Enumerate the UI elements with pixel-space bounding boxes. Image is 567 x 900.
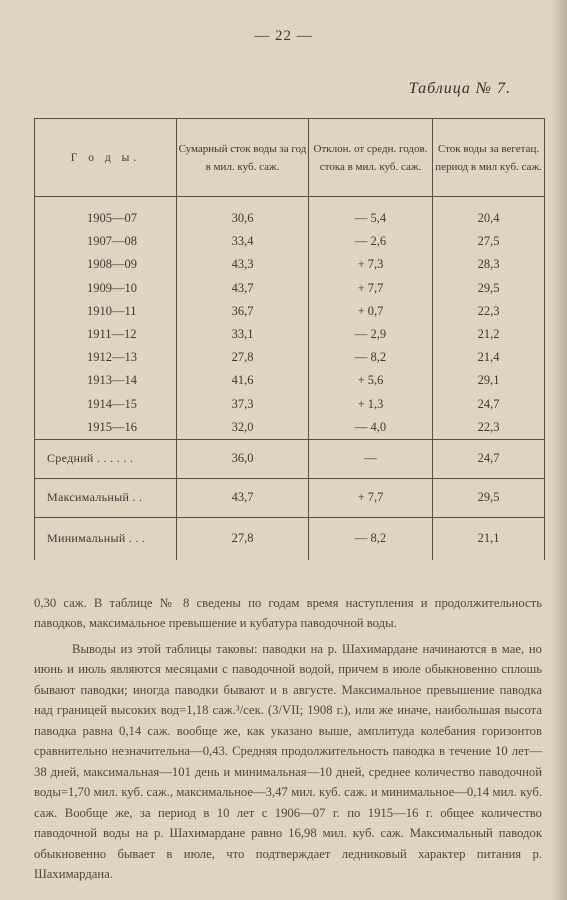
year-cell: 1907—08 [35,230,177,253]
deviation-cell: + 1,3 [309,393,433,416]
annual-flow-cell: 33,1 [177,323,309,346]
annual-flow-cell: 36,7 [177,300,309,323]
year-cell: 1905—07 [35,197,177,231]
table-row [35,197,545,231]
deviation-cell: + 5,6 [309,369,433,392]
vegetation-flow-cell: 29,5 [433,277,545,300]
table-header-row [35,119,545,197]
summary-label: Минимальный . . . [35,517,177,560]
year-cell: 1913—14 [35,369,177,392]
header-deviation: Отклон. от средн. годов. стока в мил. куб. саж. [309,119,433,197]
annual-flow-cell: 43,7 [177,478,309,517]
vegetation-flow-cell: 29,5 [433,478,545,517]
annual-flow-cell: 30,6 [177,197,309,231]
annual-flow-cell: 43,7 [177,277,309,300]
summary-row-average [35,439,545,478]
annual-flow-cell: 27,8 [177,517,309,560]
annual-flow-cell: 33,4 [177,230,309,253]
page-number: — 22 — [254,28,313,44]
paragraph-conclusions: Выводы из этой таблицы таковы: паводки на р. Шахимардане начинаются в мае, но июнь и июль являются месяцами с паводочной водой, причем в июле обыкновенно сплошь бывают паводки; иногда паводки бывают и в августе. Максимальное превышение паводка над границей высоких вод=1,18 саж.³/сек. (3/VII; 1908 г.), или же иначе, наибольшая высота паводка равна 0,14 саж. вообще же, как указано выше, амплитуда колебания горизонтов сравнительно незначительна—0,43. Средняя продолжительность паводка в течение 10 лет—38 дней, максимальная—101 день и минимальная—10 дней, среднее количество паводочной воды=1,70 мил. куб. саж., максимальное—3,47 мил. куб. саж. и минимальное—0,14 мил. куб. саж. Вообще же, за период в 10 лет с 1906—07 г. по 1915—16 г. общее количество паводочной воды на р. Шахимардане равно 16,98 мил. куб. саж. Максимальный паводок обыкновенно бывает в июле, что подтверждает ледниковый характер питания р. Шахимардана. [34,641,542,882]
table-row [35,323,545,346]
deviation-cell: — 8,2 [309,517,433,560]
deviation-cell: — 5,4 [309,197,433,231]
table-row [35,393,545,416]
table-row [35,369,545,392]
vegetation-flow-cell: 21,4 [433,346,545,369]
vegetation-flow-cell: 24,7 [433,393,545,416]
year-cell: 1915—16 [35,416,177,440]
summary-label: Средний . . . . . . [35,439,177,478]
annual-flow-cell: 41,6 [177,369,309,392]
header-annual-flow: Сумарный сток воды за год в мил. куб. саж. [177,119,309,197]
deviation-cell: + 7,7 [309,277,433,300]
table-row [35,346,545,369]
deviation-cell: — 8,2 [309,346,433,369]
annual-flow-cell: 32,0 [177,416,309,440]
deviation-cell: — [309,439,433,478]
flow-table [34,118,545,560]
deviation-cell: + 7,3 [309,253,433,276]
year-cell: 1914—15 [35,393,177,416]
vegetation-flow-cell: 20,4 [433,197,545,231]
table-row [35,416,545,440]
year-cell: 1909—10 [35,277,177,300]
deviation-cell: — 2,6 [309,230,433,253]
summary-label: Максимальный . . [35,478,177,517]
vegetation-flow-cell: 22,3 [433,300,545,323]
deviation-cell: — 2,9 [309,323,433,346]
table-row [35,277,545,300]
annual-flow-cell: 37,3 [177,393,309,416]
vegetation-flow-cell: 21,2 [433,323,545,346]
summary-row-maximum [35,478,545,517]
annual-flow-cell: 43,3 [177,253,309,276]
vegetation-flow-cell: 28,3 [433,253,545,276]
deviation-cell: — 4,0 [309,416,433,440]
year-cell: 1908—09 [35,253,177,276]
flow-table-container [34,118,544,560]
vegetation-flow-cell: 22,3 [433,416,545,440]
vegetation-flow-cell: 24,7 [433,439,545,478]
page-edge-shadow [551,0,567,900]
summary-rows [35,439,545,560]
table-caption: Таблица № 7. [408,80,511,97]
deviation-cell: + 0,7 [309,300,433,323]
annual-flow-cell: 36,0 [177,439,309,478]
year-cell: 1910—11 [35,300,177,323]
table-row [35,300,545,323]
yearly-rows [35,197,545,440]
annual-flow-cell: 27,8 [177,346,309,369]
table-row [35,230,545,253]
vegetation-flow-cell: 27,5 [433,230,545,253]
vegetation-flow-cell: 29,1 [433,369,545,392]
deviation-cell: + 7,7 [309,478,433,517]
vegetation-flow-cell: 21,1 [433,517,545,560]
paragraph-intro: 0,30 саж. В таблице № 8 сведены по годам время наступления и продолжительность паводков, максимальное превышение и кубатура паводочной воды. [34,595,542,631]
header-years: Г о д ы. [35,119,177,197]
header-vegetation-flow: Сток воды за вегетац. период в мил куб. саж. [433,119,545,197]
year-cell: 1912—13 [35,346,177,369]
year-cell: 1911—12 [35,323,177,346]
summary-row-minimum [35,517,545,560]
table-row [35,253,545,276]
